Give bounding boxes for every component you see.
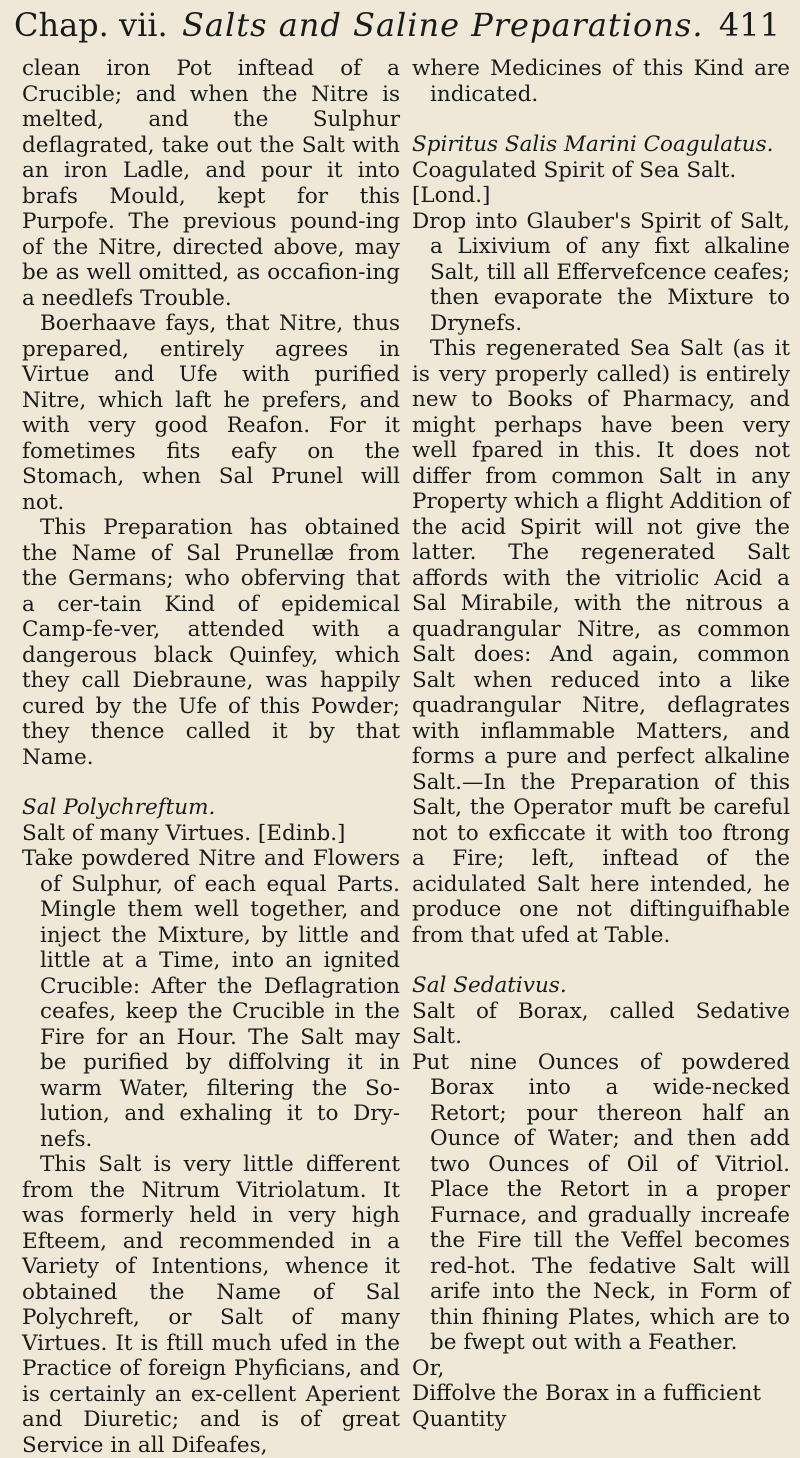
left-column <box>22 56 400 1458</box>
running-header <box>14 2 786 54</box>
section-subheading: Coagulated Spirit of Sea Salt. <box>412 157 737 183</box>
or-line: Or, <box>412 1355 445 1381</box>
section-subheading: Salt of many Virtues. [Edinb.] <box>22 820 346 846</box>
paragraph: Boerhaave fays, that Nitre, thus prepared, entirely agrees in Virtue and Ufe with purified Nitre, which laft he prefers, and with very good Reafon. For it fometimes fits eafy on the Stomach, when Sal Prunel will not. <box>22 311 400 515</box>
paragraph: This regenerated Sea Salt (as it is very properly called) is entirely new to Books of Pharmacy, and might perhaps have been very well fpared in this. It does not differ from common Salt in any Property which a flight Addition of the acid Spirit will not give the latter. The regenerated Salt affords with the vitriolic Acid a Sal Mirabile, with the nitrous a quadrangular Nitre, as common Salt does: And again, common Salt when reduced into a like quadrangular Nitre, deflagrates with inflammable Matters, and forms a pure and perfect alkaline Salt.—In the Preparation of this Salt, the Operator muft be careful not to exficcate it with too ftrong a Fire; left, inftead of the acidulated Salt here intended, he produce one not diftinguifhable from that ufed at Table. <box>412 336 790 948</box>
paragraph: This Preparation has obtained the Name of Sal Prunellæ from the Germans; who obferving that a cer-tain Kind of epidemical Camp-fe-ver, attended with a dangerous black Quinfey, which they call Diebraune, was happily cured by the Ufe of this Powder; they thence called it by that Name. <box>22 515 400 770</box>
section-heading: Sal Sedativus. <box>412 973 567 998</box>
page-number: 411 <box>718 6 780 44</box>
paragraph: where Medicines of this Kind are indicated. <box>412 56 790 107</box>
paragraph: Put nine Ounces of powdered Borax into a wide-necked Retort; pour thereon half an Ounce of Water; and then add two Ounces of Oil of Vitriol. Place the Retort in a proper Furnace, and gradually increafe the Fire till the Veffel becomes red-hot. The fedative Salt will arife into the Neck, in Form of thin fhining Plates, which are to be fwept out with a Feather. <box>412 1049 790 1355</box>
catchword: Quantity <box>412 1406 507 1432</box>
paragraph: Drop into Glauber's Spirit of Salt, a Lixivium of any fixt alkaline Salt, till all Effervefcence ceafes; then evaporate the Mixture to Drynefs. <box>412 208 790 336</box>
section-subheading: Salt of Borax, called Sedative Salt. <box>412 998 790 1049</box>
running-title: Salts and Saline Preparations. <box>182 6 704 44</box>
paragraph: clean iron Pot inftead of a Crucible; and when the Nitre is melted, and the Sulphur deflagrated, take out the Salt with an iron Ladle, and pour it into brafs Mould, kept for this Purpofe. The previous pound-ing of the Nitre, directed above, may be as well omitted, as occafion-ing a needlefs Trouble. <box>22 56 400 311</box>
chapter-label: Chap. vii. <box>14 6 168 44</box>
section-heading: Sal Polychreftum. <box>22 795 216 820</box>
right-column <box>412 56 790 1432</box>
paragraph: Diffolve the Borax in a fufficient <box>412 1381 762 1406</box>
paragraph: This Salt is very little different from the Nitrum Vitriolatum. It was formerly held in very high Efteem, and recommended in a Variety of Intentions, whence it obtained the Name of Sal Polychreft, or Salt of many Virtues. It is ftill much ufed in the Practice of foreign Phyficians, and is certainly an ex-cellent Aperient and Diuretic; and is of great Service in all Difeafes, <box>22 1152 400 1458</box>
section-heading: Spiritus Salis Marini Coagulatus. <box>412 132 774 157</box>
paragraph: Take powdered Nitre and Flowers of Sulphur, of each equal Parts. Mingle them well together, and inject the Mixture, by little and little at a Time, into an ignited Crucible: After the Deflagration ceafes, keep the Crucible in the Fire for an Hour. The Salt may be purified by diffolving it in warm Water, filtering the So-lution, and exhaling it to Dry-nefs. <box>22 846 400 1152</box>
section-source: [Lond.] <box>412 183 491 208</box>
